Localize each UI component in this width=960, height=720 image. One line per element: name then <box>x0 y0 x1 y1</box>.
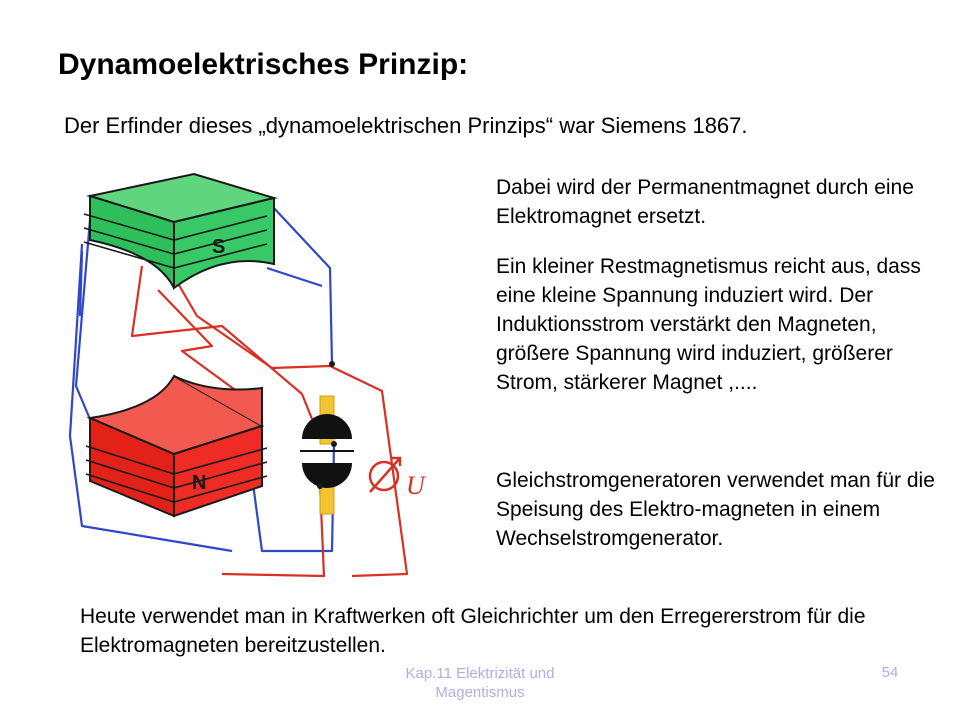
page-number: 54 <box>881 664 899 681</box>
slide-subtitle: Der Erfinder dieses „dynamoelektrischen Prinzips“ war Siemens 1867. <box>64 113 748 138</box>
junction-dot <box>317 483 323 489</box>
junction-dot <box>331 441 337 447</box>
voltmeter-label: U <box>406 471 425 500</box>
paragraph-electromagnet: Dabei wird der Permanentmagnet durch eine Elektromagnet ersetzt. <box>496 176 914 228</box>
south-pole-label: S <box>212 236 226 258</box>
north-magnet <box>86 376 267 516</box>
south-magnet <box>84 174 274 288</box>
footer-chapter: Kap.11 Elektrizität und Magentismus <box>405 665 555 701</box>
dynamo-diagram <box>62 156 442 586</box>
slide-title: Dynamoelektrisches Prinzip: <box>58 48 469 81</box>
paragraph-remanence: Ein kleiner Restmagnetismus reicht aus, dass eine kleine Spannung induziert wird. Der Induktionsstrom verstärkt den Magneten, größere Spannung wird induziert, größerer Strom, stärkerer Magnet ,.... <box>496 255 921 394</box>
junction-dot <box>329 361 335 367</box>
paragraph-dc-generators: Gleichstromgeneratoren verwendet man für die Speisung des Elektro-magneten in einem Wechselstromgenerator. <box>496 469 935 550</box>
paragraph-power-plants: Heute verwendet man in Kraftwerken oft Gleichrichter um den Erregererstrom für die Elektromagneten bereitzustellen. <box>80 605 866 657</box>
commutator <box>300 414 354 488</box>
north-pole-label: N <box>192 472 207 494</box>
